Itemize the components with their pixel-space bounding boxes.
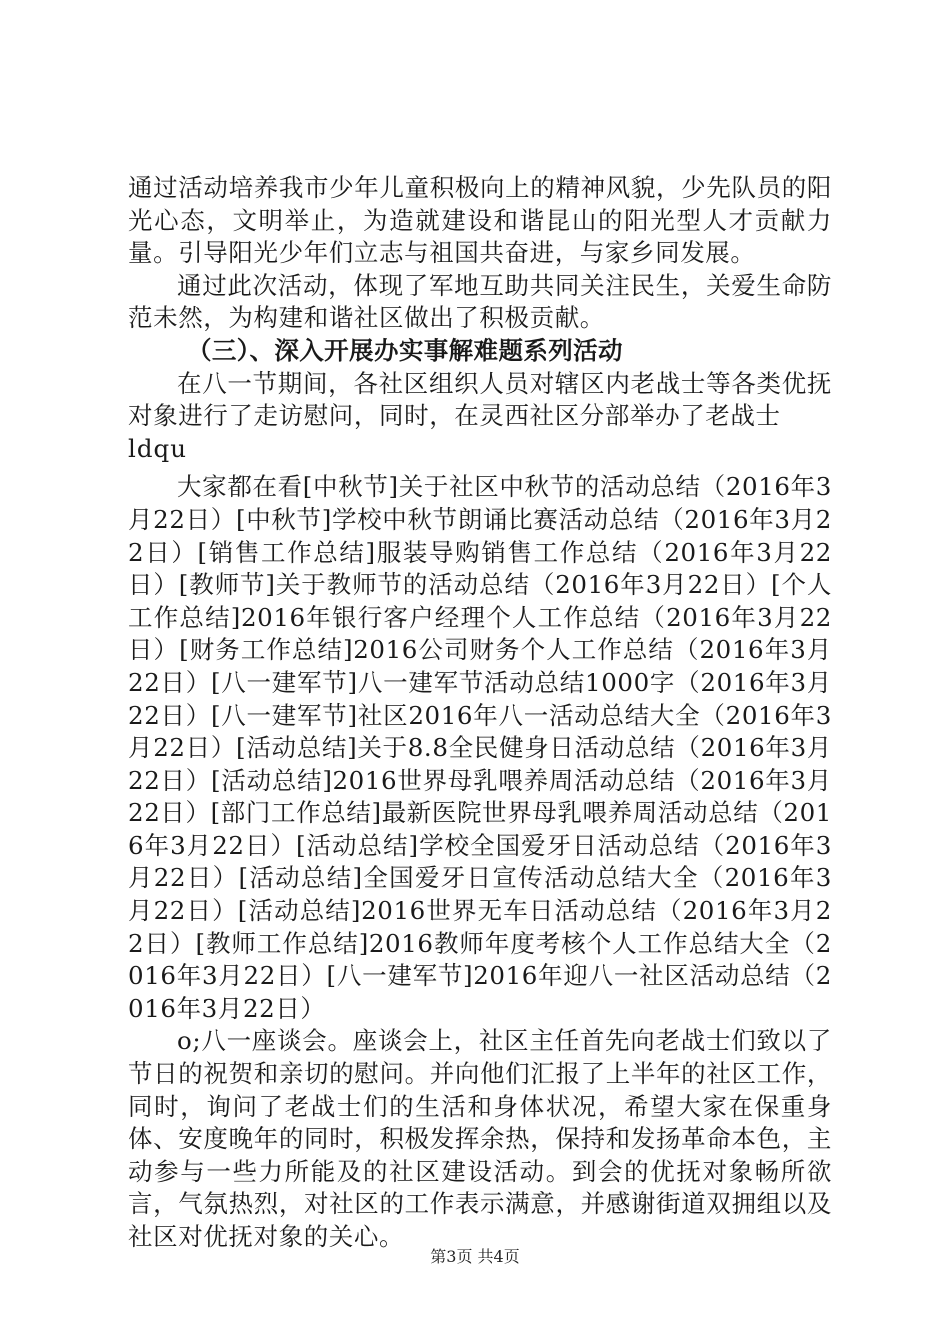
page-footer: 第3页 共4页	[430, 1247, 520, 1266]
paragraph-section-intro: 在八一节期间，各社区组织人员对辖区内老战士等各类优抚对象进行了走访慰问，同时，在灵西社区分部举办了老战士	[128, 368, 832, 431]
paragraph-activity-summary: 通过此次活动，体现了军地互助共同关注民生，关爱生命防范未然，为构建和谐社区做出了积极贡献。	[128, 270, 832, 333]
paragraph-activity-goals: 通过活动培养我市少年儿童积极向上的精神风貌，少先队员的阳光心态，文明举止，为造就建设和谐昆山的阳光型人才贡献力量。引导阳光少年们立志与祖国共奋进，与家乡同发展。	[128, 173, 832, 268]
document-body	[128, 172, 832, 1254]
ldqu-text: ldqu	[128, 433, 187, 463]
related-articles-list: 大家都在看[中秋节]关于社区中秋节的活动总结（2016年3月22日）[中秋节]学校中秋节朗诵比赛活动总结（2016年3月22日）[销售工作总结]服装导购销售工作总结（2016年3月22日）[教师节]关于教师节的活动总结（2016年3月22日）[个人工作总结]2016年银行客户经理个人工作总结（2016年3月22日）[财务工作总结]2016公司财务个人工作总结（2016年3月22日）[八一建军节]八一建军节活动总结1000字（2016年3月22日）[八一建军节]社区2016年八一活动总结大全（2016年3月22日）[活动总结]关于8.8全民健身日活动总结（2016年3月22日）[活动总结]2016世界母乳喂养周活动总结（2016年3月22日）[部门工作总结]最新医院世界母乳喂养周活动总结（2016年3月22日）[活动总结]学校全国爱牙日活动总结（2016年3月22日）[活动总结]全国爱牙日宣传活动总结大全（2016年3月22日）[活动总结]2016世界无车日活动总结（2016年3月22日）[教师工作总结]2016教师年度考核个人工作总结大全（2016年3月22日）[八一建军节]2016年迎八一社区活动总结（2016年3月22日）	[128, 472, 832, 1023]
section-heading: （三）、深入开展办实事解难题系列活动	[187, 335, 623, 365]
paragraph-symposium: o;八一座谈会。座谈会上，社区主任首先向老战士们致以了节日的祝贺和亲切的慰问。并向他们汇报了上半年的社区工作，同时，询问了老战士们的生活和身体状况，希望大家在保重身体、安度晚年的同时，积极发挥余热，保持和发扬革命本色，主动参与一些力所能及的社区建设活动。到会的优抚对象畅所欲言，气氛热烈，对社区的工作表示满意，并感谢街道双拥组以及社区对优抚对象的关心。	[128, 1026, 832, 1251]
